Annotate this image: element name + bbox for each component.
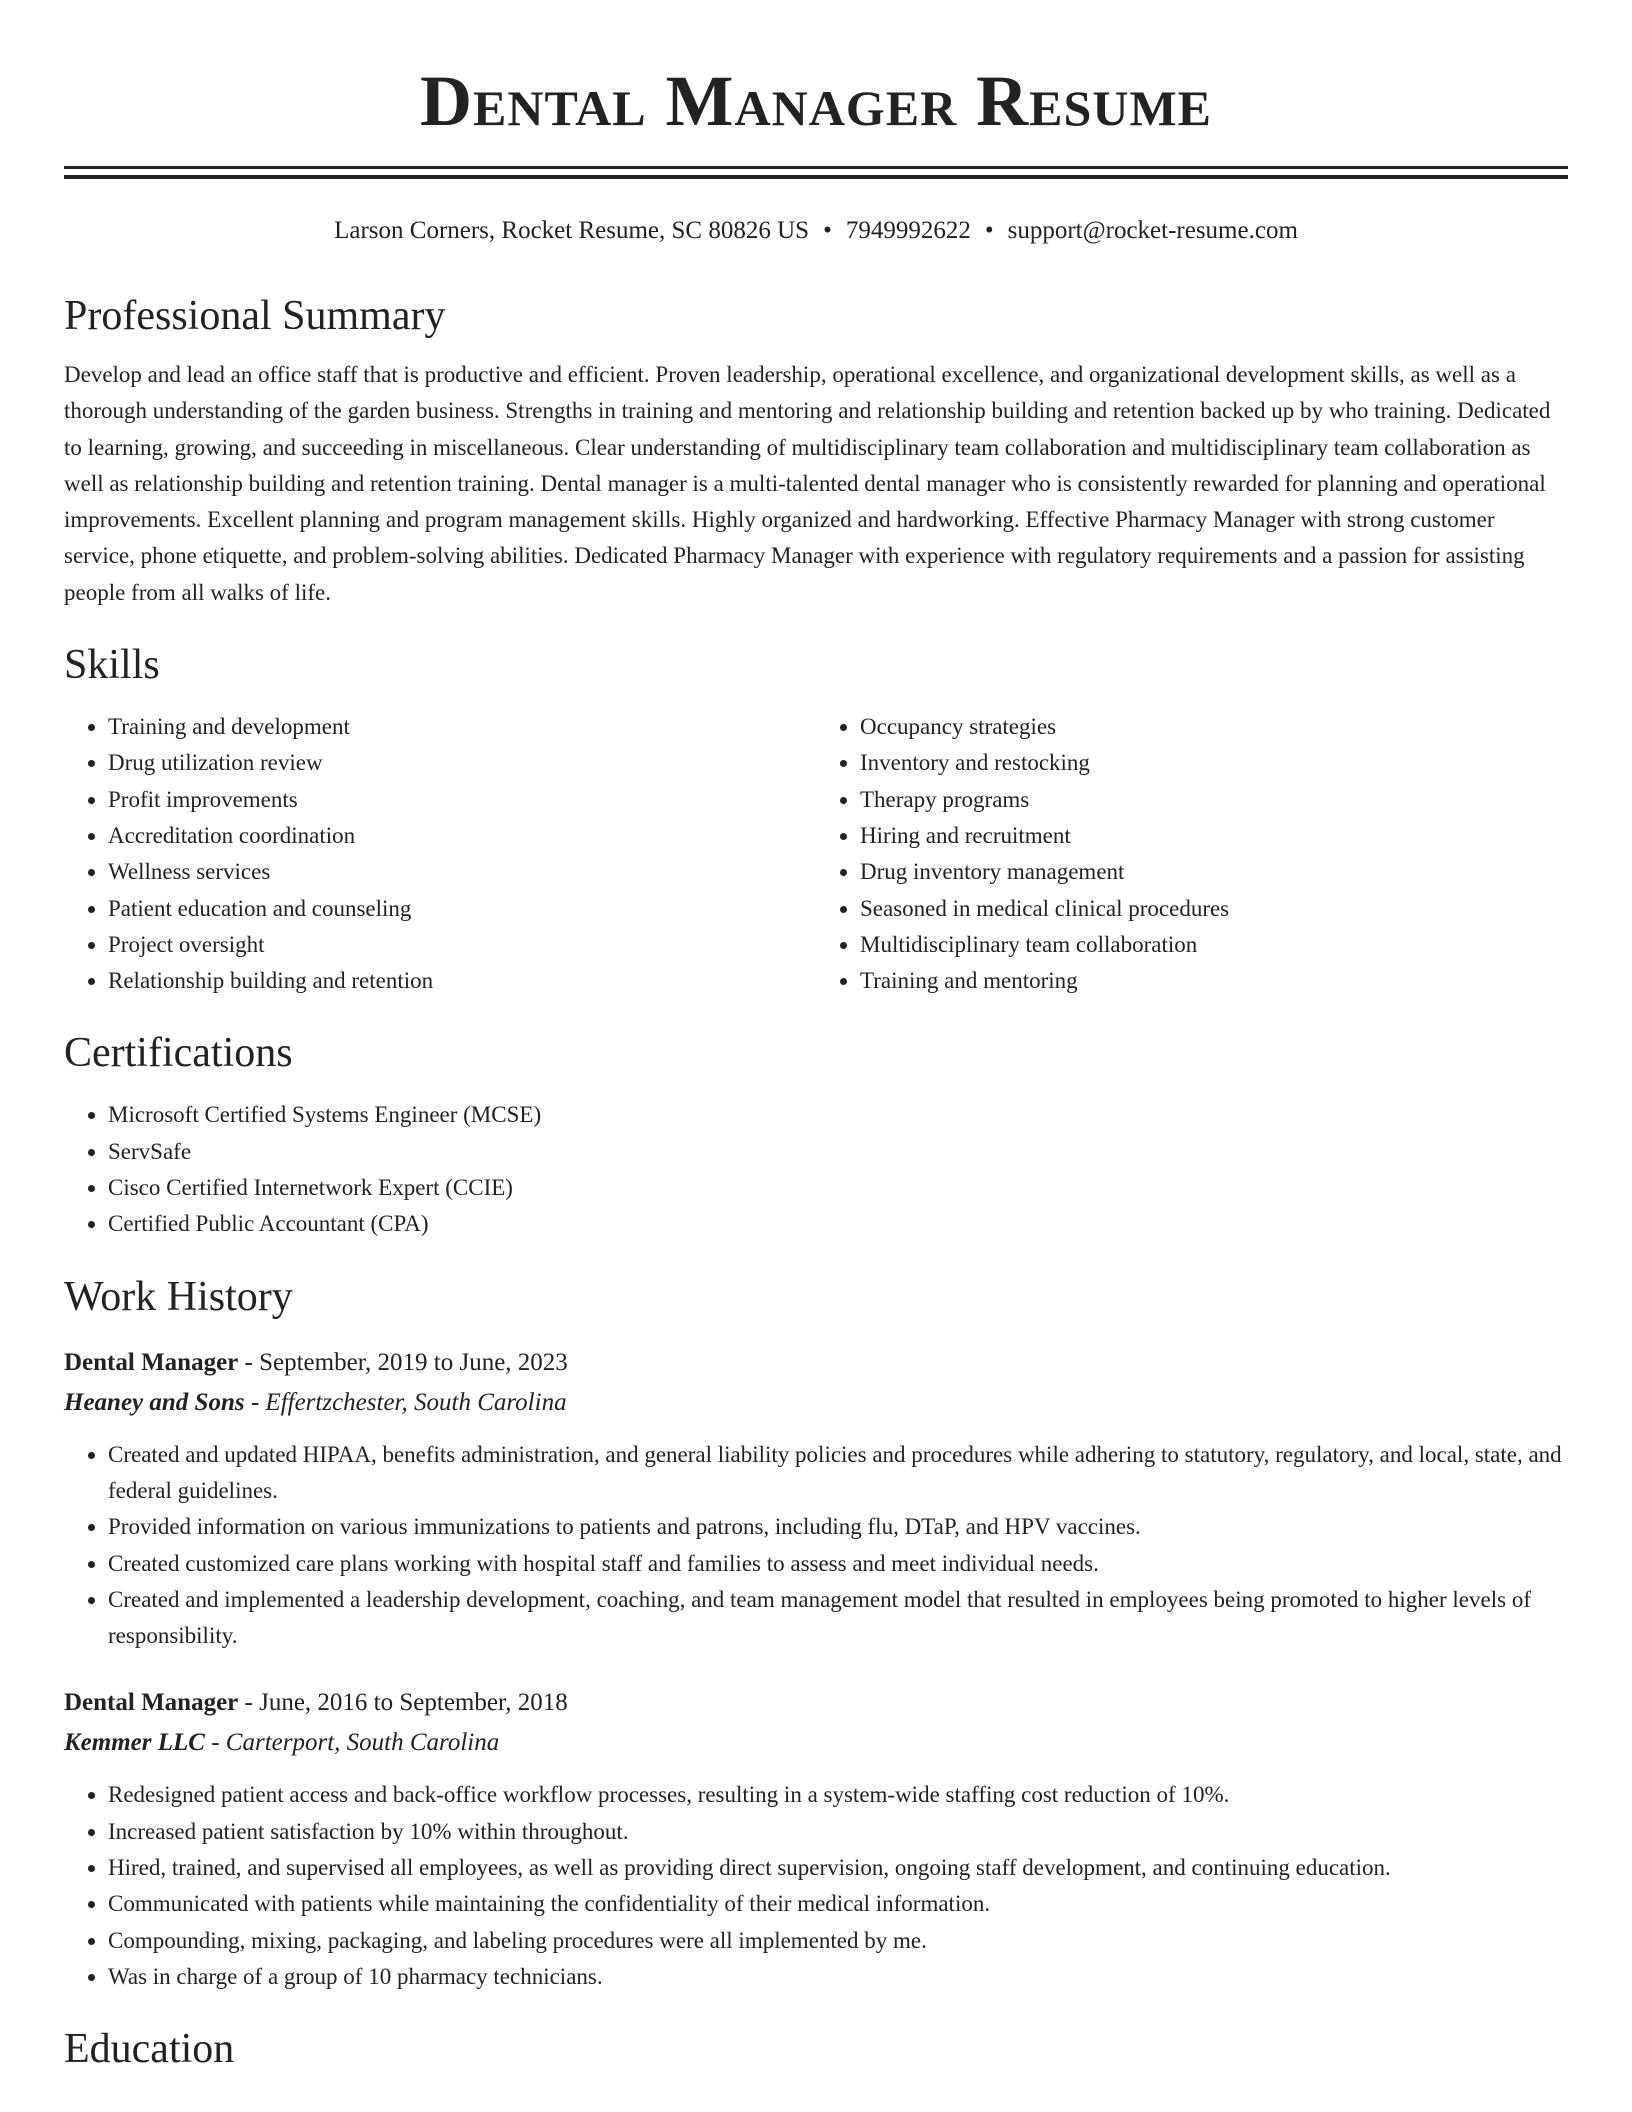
section-heading-skills: Skills xyxy=(64,642,160,689)
certifications-section xyxy=(64,1028,1568,1242)
job-header xyxy=(64,1683,1568,1723)
summary-text: Develop and lead an office staff that is productive and efficient. Proven leadership, operational excellence, and organizational development skills, as well as a thorough understanding of the garden business. Strengths in training and mentoring and relationship building and retention backed up by who training. Dedicated to learning, growing, and succeeding in miscellaneous. Clear understanding of multidisciplinary team collaboration and multidisciplinary team collaboration as well as relationship building and retention training. Dental manager is a multi-talented dental manager who is consistently rewarded for planning and operational improvements. Excellent planning and program management skills. Highly organized and hardworking. Effective Pharmacy Manager with strong customer service, phone etiquette, and problem-solving abilities. Dedicated Pharmacy Manager with experience with regulatory requirements and a passion for assisting people from all walks of life. xyxy=(64,362,1551,605)
skill-item: • Training and mentoring xyxy=(860,963,1568,999)
job-dates: - September, 2019 to June, 2023 xyxy=(238,1348,568,1376)
skill-item: • Profit improvements xyxy=(108,782,816,818)
job-duty-item: • Created and implemented a leadership development, coaching, and team management model that resulted in employees being promoted to higher levels of responsibility. xyxy=(108,1582,1568,1655)
skills-section xyxy=(64,640,1568,999)
skill-item: • Relationship building and retention xyxy=(108,963,816,999)
skill-item: • Therapy programs xyxy=(860,782,1568,818)
job-company-line xyxy=(64,1723,1568,1763)
skill-item: • Multidisciplinary team collaboration xyxy=(860,927,1568,963)
skill-item: • Project oversight xyxy=(108,927,816,963)
skills-column-right xyxy=(816,709,1568,999)
job-entry xyxy=(64,1683,1568,1995)
skills-list-right xyxy=(816,709,1568,999)
certification-item: • Cisco Certified Internetwork Expert (CCIE) xyxy=(108,1170,1568,1206)
job-duty-item: • Was in charge of a group of 10 pharmacy technicians. xyxy=(108,1959,1568,1995)
contact-separator: • xyxy=(984,217,994,244)
skills-grid xyxy=(64,709,1568,999)
skill-item: • Seasoned in medical clinical procedures xyxy=(860,891,1568,927)
company-name: Heaney and Sons xyxy=(64,1388,245,1416)
skill-item: • Inventory and restocking xyxy=(860,745,1568,781)
job-duty-item: • Provided information on various immunizations to patients and patrons, including flu, DTaP, and HPV vaccines. xyxy=(108,1509,1568,1545)
job-entry xyxy=(64,1343,1568,1655)
skill-item: • Drug inventory management xyxy=(860,854,1568,890)
job-duty-item: • Compounding, mixing, packaging, and labeling procedures were all implemented by me. xyxy=(108,1923,1568,1959)
job-header xyxy=(64,1343,1568,1383)
skill-item: • Occupancy strategies xyxy=(860,709,1568,745)
skill-item: • Drug utilization review xyxy=(108,745,816,781)
skills-list-left xyxy=(64,709,816,999)
skill-item: • Hiring and recruitment xyxy=(860,818,1568,854)
job-duty-item: • Increased patient satisfaction by 10% within throughout. xyxy=(108,1814,1568,1850)
skill-item: • Patient education and counseling xyxy=(108,891,816,927)
job-duty-item: • Created and updated HIPAA, benefits administration, and general liability policies and procedures while adhering to statutory, regulatory, and local, state, and federal guidelines. xyxy=(108,1437,1568,1510)
job-duty-item: • Communicated with patients while maintaining the confidentiality of their medical information. xyxy=(108,1886,1568,1922)
contact-email: support@rocket-resume.com xyxy=(1007,217,1298,244)
company-location: - Carterport, South Carolina xyxy=(204,1729,500,1757)
certification-item: • Certified Public Accountant (CPA) xyxy=(108,1206,1568,1242)
skill-item: • Training and development xyxy=(108,709,816,745)
certifications-list xyxy=(64,1097,1568,1242)
contact-address: Larson Corners, Rocket Resume, SC 80826 US xyxy=(334,217,810,244)
title-divider-top xyxy=(64,166,1568,169)
section-heading-work-history: Work History xyxy=(64,1273,293,1320)
job-duty-item: • Hired, trained, and supervised all employees, as well as providing direct supervision, ongoing staff development, and continuing education. xyxy=(108,1850,1568,1886)
job-duties-list xyxy=(64,1437,1568,1655)
contact-separator: • xyxy=(823,217,832,244)
skill-item: • Wellness services xyxy=(108,854,816,890)
work-history-section xyxy=(64,1272,1568,1996)
education-section xyxy=(64,2024,1568,2074)
skill-item: • Accreditation coordination xyxy=(108,818,816,854)
job-duty-item: • Redesigned patient access and back-office workflow processes, resulting in a system-wide staffing cost reduction of 10%. xyxy=(108,1777,1568,1813)
job-dates: - June, 2016 to September, 2018 xyxy=(238,1689,568,1717)
certification-item: • Microsoft Certified Systems Engineer (MCSE) xyxy=(108,1097,1568,1133)
contact-line xyxy=(64,215,1568,247)
contact-phone: 7949992622 xyxy=(845,217,971,244)
section-heading-education: Education xyxy=(64,2026,235,2073)
job-company-line xyxy=(64,1383,1568,1423)
section-heading-certifications: Certifications xyxy=(64,1030,293,1077)
company-location: - Effertzchester, South Carolina xyxy=(244,1388,567,1416)
job-title: Dental Manager xyxy=(64,1689,239,1717)
title-divider-bottom xyxy=(64,175,1568,179)
resume-title: Dental Manager Resume xyxy=(420,61,1212,141)
certification-item: • ServSafe xyxy=(108,1134,1568,1170)
professional-summary-section xyxy=(64,291,1568,611)
section-heading-summary: Professional Summary xyxy=(64,293,446,339)
skills-column-left xyxy=(64,709,816,999)
job-title: Dental Manager xyxy=(64,1348,239,1376)
company-name: Kemmer LLC xyxy=(64,1729,205,1757)
job-duties-list xyxy=(64,1777,1568,1995)
job-duty-item: • Created customized care plans working with hospital staff and families to assess and meet individual needs. xyxy=(108,1546,1568,1582)
